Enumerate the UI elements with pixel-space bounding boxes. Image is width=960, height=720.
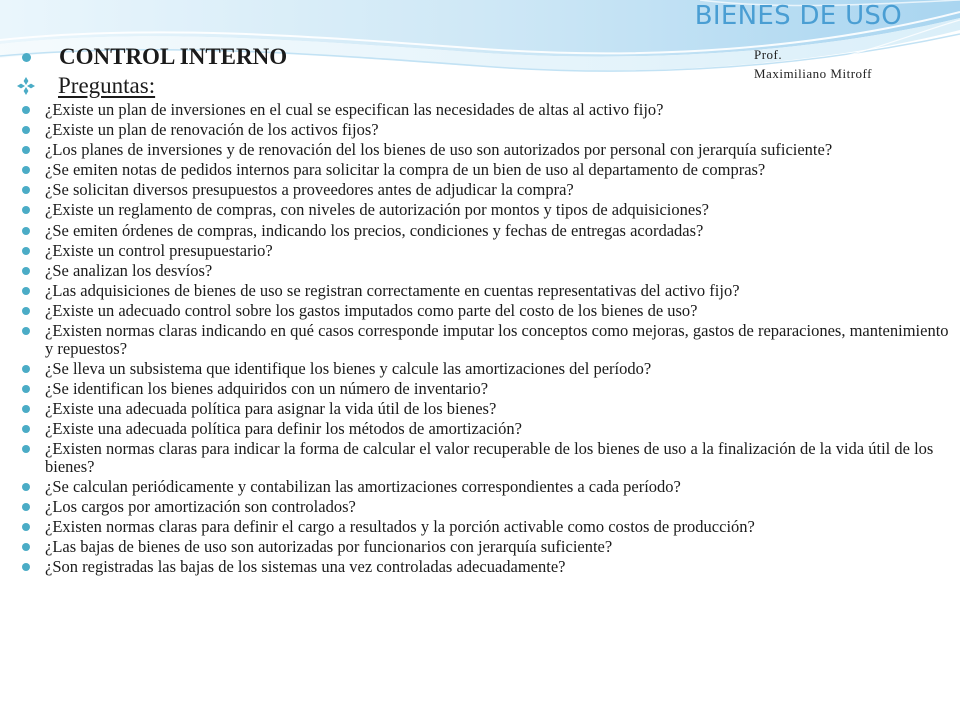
question-text: ¿Existe un plan de renovación de los activos fijos? — [45, 120, 379, 140]
author-block — [754, 45, 872, 83]
question-text: ¿Los planes de inversiones y de renovación del los bienes de uso son autorizados por personal con jerarquía suficiente? — [45, 140, 833, 160]
question-text: ¿Se analizan los desvíos? — [45, 260, 213, 280]
circle-bullet-icon — [22, 523, 30, 531]
question-text: ¿Existen normas claras indicando en qué casos corresponde imputar los conceptos como mejoras, gastos de reparaciones, mantenimiento y repuestos? — [45, 321, 949, 358]
question-item — [22, 101, 952, 119]
question-item — [22, 440, 952, 475]
question-text: ¿Existe una adecuada política para definir los métodos de amortización? — [45, 418, 522, 438]
questions-heading — [16, 73, 155, 99]
circle-bullet-icon — [22, 327, 30, 335]
circle-bullet-icon — [22, 385, 30, 393]
circle-bullet-icon — [22, 247, 30, 255]
question-text: ¿Existe un control presupuestario? — [45, 240, 273, 260]
circle-bullet-icon — [22, 126, 30, 134]
question-item — [22, 282, 952, 300]
question-item — [22, 181, 952, 199]
question-text: ¿Existe una adecuada política para asignar la vida útil de los bienes? — [45, 398, 497, 418]
question-item — [22, 478, 952, 496]
question-text: ¿Existe un reglamento de compras, con niveles de autorización por montos y tipos de adquisiciones? — [45, 200, 709, 220]
question-item — [22, 420, 952, 438]
circle-bullet-icon — [22, 483, 30, 491]
question-item — [22, 360, 952, 378]
slide-title: BIENES DE USO — [694, 1, 902, 31]
circle-bullet-icon — [22, 206, 30, 214]
question-item — [22, 141, 952, 159]
circle-bullet-icon — [22, 186, 30, 194]
question-item — [22, 400, 952, 418]
four-diamond-bullet-icon — [16, 76, 36, 96]
circle-bullet-icon — [22, 53, 31, 62]
question-text: ¿Existen normas claras para indicar la forma de calcular el valor recuperable de los bienes de uso a la finalización de la vida útil de los bienes? — [45, 439, 934, 476]
circle-bullet-icon — [22, 405, 30, 413]
circle-bullet-icon — [22, 543, 30, 551]
circle-bullet-icon — [22, 425, 30, 433]
question-text: ¿Los cargos por amortización son controlados? — [45, 496, 356, 516]
question-item — [22, 380, 952, 398]
author-prefix: Prof. — [754, 47, 783, 62]
question-item — [22, 222, 952, 240]
circle-bullet-icon — [22, 503, 30, 511]
author-name: Maximiliano Mitroff — [754, 66, 872, 81]
questions-list — [22, 101, 952, 578]
question-text: ¿Existe un adecuado control sobre los gastos imputados como parte del costo de los bienes de uso? — [45, 300, 698, 320]
question-item — [22, 518, 952, 536]
circle-bullet-icon — [22, 227, 30, 235]
question-text: ¿Se solicitan diversos presupuestos a proveedores antes de adjudicar la compra? — [45, 180, 574, 200]
question-text: ¿Se identifican los bienes adquiridos con un número de inventario? — [45, 378, 489, 398]
question-text: ¿Existe un plan de inversiones en el cual se especifican las necesidades de altas al activo fijo? — [45, 100, 664, 119]
circle-bullet-icon — [22, 307, 30, 315]
question-text: ¿Se emiten notas de pedidos internos para solicitar la compra de un bien de uso al departamento de compras? — [45, 160, 766, 180]
question-item — [22, 161, 952, 179]
question-item — [22, 498, 952, 516]
question-item — [22, 262, 952, 280]
circle-bullet-icon — [22, 166, 30, 174]
question-item — [22, 242, 952, 260]
circle-bullet-icon — [22, 106, 30, 114]
question-item — [22, 538, 952, 556]
question-item — [22, 121, 952, 139]
circle-bullet-icon — [22, 365, 30, 373]
question-text: ¿Son registradas las bajas de los sistemas una vez controladas adecuadamente? — [45, 556, 566, 576]
question-item — [22, 558, 952, 576]
question-text: ¿Se calculan periódicamente y contabilizan las amortizaciones correspondientes a cada período? — [45, 476, 681, 496]
question-item — [22, 201, 952, 219]
questions-heading-text: Preguntas: — [58, 73, 156, 98]
question-text: ¿Las adquisiciones de bienes de uso se registran correctamente en cuentas representativas del activo fijo? — [45, 280, 740, 300]
question-text: ¿Las bajas de bienes de uso son autorizadas por funcionarios con jerarquía suficiente? — [45, 536, 613, 556]
section-heading — [16, 44, 287, 70]
circle-bullet-icon — [22, 146, 30, 154]
circle-bullet-icon — [22, 287, 30, 295]
circle-bullet-icon — [22, 445, 30, 453]
question-item — [22, 302, 952, 320]
question-text: ¿Se emiten órdenes de compras, indicando los precios, condiciones y fechas de entregas acordadas? — [45, 220, 704, 240]
circle-bullet-icon — [22, 267, 30, 275]
circle-bullet-icon — [22, 563, 30, 571]
section-heading-text: CONTROL INTERNO — [59, 44, 288, 69]
question-text: ¿Se lleva un subsistema que identifique los bienes y calcule las amortizaciones del período? — [45, 358, 652, 378]
question-item — [22, 322, 952, 357]
question-text: ¿Existen normas claras para definir el cargo a resultados y la porción activable como costos de producción? — [45, 516, 755, 536]
